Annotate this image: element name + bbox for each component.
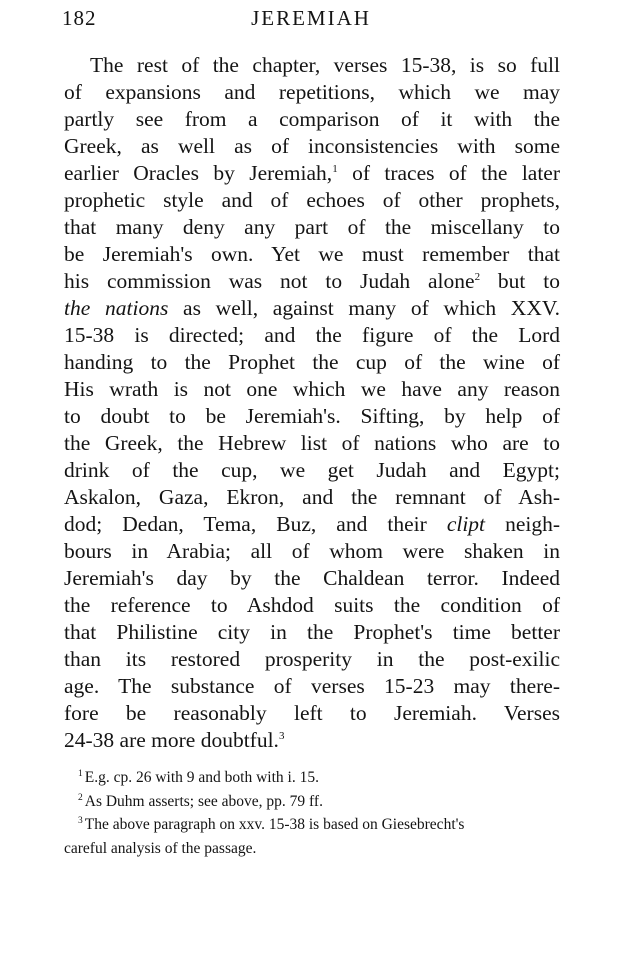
text-line (64, 79, 560, 106)
line-text: prophetic style and of echoes of other prophets, (64, 188, 560, 212)
line-text: neigh- (485, 512, 560, 536)
text-line (64, 133, 560, 160)
line-text: 15-38 is directed; and the figure of the Lord (64, 323, 560, 347)
footnote (64, 790, 560, 814)
text-line (64, 430, 560, 457)
body-paragraph (64, 52, 560, 754)
line-text: 24-38 are more doubtful. (64, 728, 279, 752)
running-title: JEREMIAH (251, 6, 371, 30)
line-text: partly see from a comparison of it with the (64, 107, 560, 131)
line-text: His wrath is not one which we have any reason (64, 377, 560, 401)
text-line (64, 484, 560, 511)
line-text: earlier Oracles by Jeremiah, (64, 161, 333, 185)
line-text: than its restored prosperity in the post-exilic (64, 647, 560, 671)
line-text: the reference to Ashdod suits the condition of (64, 593, 560, 617)
page-header (62, 6, 560, 36)
line-text: Askalon, Gaza, Ekron, and the remnant of Ash- (64, 485, 560, 509)
text-line (64, 700, 560, 727)
text-line (64, 619, 560, 646)
text-line (64, 322, 560, 349)
footnote-reference: 1 (332, 163, 338, 175)
text-line (64, 376, 560, 403)
text-line (64, 403, 560, 430)
footnotes (64, 766, 560, 860)
page-number: 182 (62, 6, 97, 30)
text-line (64, 349, 560, 376)
line-text: of traces of the later (337, 161, 561, 185)
footnote-text: E.g. cp. 26 with 9 and both with i. 15. (84, 769, 319, 786)
text-line (64, 52, 560, 79)
footnote-text: The above paragraph on xxv. 15-38 is based on Giesebrecht's (84, 816, 465, 833)
footnote (64, 813, 560, 837)
text-line (64, 241, 560, 268)
text-line (64, 727, 560, 754)
line-text: the Greek, the Hebrew list of nations who are to (64, 431, 560, 455)
line-text: that Philistine city in the Prophet's time better (64, 620, 560, 644)
line-text: but to (480, 269, 560, 293)
line-text: of expansions and repetitions, which we may (64, 80, 560, 104)
line-text: Jeremiah's day by the Chaldean terror. Indeed (64, 566, 560, 590)
line-text: to doubt to be Jeremiah's. Sifting, by help of (64, 404, 560, 428)
line-text: be Jeremiah's own. Yet we must remember that (64, 242, 560, 266)
line-text: The rest of the chapter, verses 15-38, is so full (90, 53, 560, 77)
italic-phrase: the nations (64, 296, 169, 320)
text-line (64, 592, 560, 619)
line-text: handing to the Prophet the cup of the wine of (64, 350, 560, 374)
line-text: as well, against many of which XXV. (168, 296, 560, 320)
text-line (64, 673, 560, 700)
line-text: that many deny any part of the miscellany to (64, 215, 560, 239)
italic-phrase: clipt (446, 512, 486, 536)
footnote-mark: 2 (78, 792, 83, 803)
footnote (64, 766, 560, 790)
text-line (64, 160, 560, 187)
line-text: fore be reasonably left to Jeremiah. Verses (64, 701, 560, 725)
text-line (64, 565, 560, 592)
footnote-reference: 3 (278, 730, 285, 742)
text-line (64, 511, 560, 538)
footnote-text: careful analysis of the passage. (64, 839, 257, 857)
line-text: dod; Dedan, Tema, Buz, and their (64, 512, 447, 536)
footnote-mark: 3 (78, 816, 83, 826)
footnote-text: As Duhm asserts; see above, pp. 79 ff. (84, 792, 323, 810)
line-text: age. The substance of verses 15-23 may there- (64, 674, 560, 698)
text-line (64, 295, 560, 322)
line-text: Greek, as well as of inconsistencies with some (64, 134, 560, 158)
text-line (64, 106, 560, 133)
footnote-reference: 2 (474, 271, 481, 283)
footnote-mark: 1 (78, 769, 83, 779)
line-text: bours in Arabia; all of whom were shaken in (64, 539, 560, 563)
line-text: his commission was not to Judah alone (64, 269, 475, 293)
text-line (64, 646, 560, 673)
line-text: drink of the cup, we get Judah and Egypt; (64, 458, 560, 482)
text-line (64, 457, 560, 484)
footnote (64, 837, 560, 861)
text-line (64, 268, 560, 295)
text-line (64, 214, 560, 241)
text-line (64, 538, 560, 565)
text-line (64, 187, 560, 214)
